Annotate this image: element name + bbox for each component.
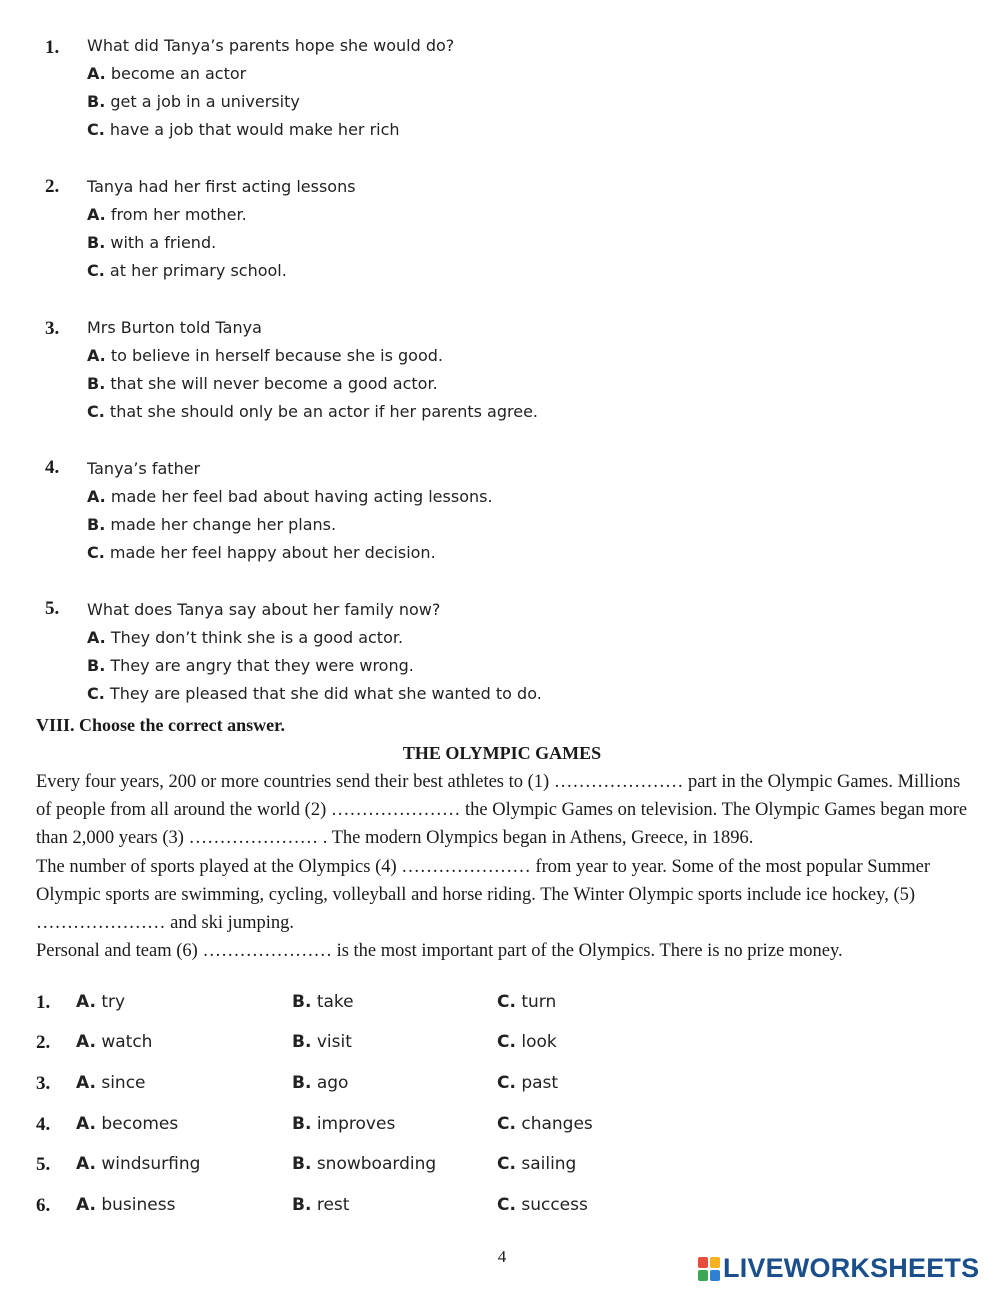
logo-text: LIVEWORKSHEETS: [723, 1253, 980, 1283]
page-number: 4: [497, 1247, 507, 1266]
answer-row-3: [0, 1073, 1000, 1103]
answer-row-4: [0, 1114, 1000, 1144]
option-b[interactable]: [87, 233, 216, 252]
question-text: Mrs Burton told Tanya: [87, 318, 262, 337]
option-text: made her feel happy about her decision.: [109, 543, 436, 562]
option-text: become an actor: [110, 64, 247, 83]
choice-a[interactable]: [76, 1195, 175, 1215]
option-letter: A.: [87, 346, 106, 365]
option-b[interactable]: [87, 515, 336, 534]
option-letter: B.: [87, 656, 106, 675]
answer-row-2: [0, 1032, 1000, 1062]
option-letter: B.: [87, 92, 106, 111]
choice-letter: C.: [497, 1154, 516, 1174]
choice-letter: C.: [497, 1195, 516, 1215]
option-letter: B.: [87, 515, 106, 534]
option-c[interactable]: [87, 543, 436, 562]
choice-letter: A.: [76, 1114, 96, 1134]
liveworksheets-logo[interactable]: [698, 1253, 979, 1284]
choice-text: take: [316, 992, 354, 1012]
option-letter: A.: [87, 487, 106, 506]
option-a[interactable]: [87, 205, 247, 224]
answer-number: 1.: [36, 992, 51, 1013]
option-text: get a job in a university: [110, 92, 300, 111]
choice-b[interactable]: [292, 992, 354, 1012]
option-letter: B.: [87, 374, 106, 393]
choice-letter: C.: [497, 1073, 516, 1093]
answer-row-1: [0, 992, 1000, 1022]
question-text: Tanya had her first acting lessons: [87, 177, 356, 196]
choice-text: turn: [521, 992, 557, 1012]
question-number: 3.: [45, 318, 60, 339]
question-text: What does Tanya say about her family now?: [87, 600, 441, 619]
answer-number: 6.: [36, 1195, 51, 1216]
option-letter: C.: [87, 543, 105, 562]
choice-text: ago: [316, 1073, 349, 1093]
choice-letter: C.: [497, 1114, 516, 1134]
choice-letter: B.: [292, 1073, 312, 1093]
answer-number: 3.: [36, 1073, 51, 1094]
option-letter: C.: [87, 120, 105, 139]
choice-letter: A.: [76, 992, 96, 1012]
choice-letter: C.: [497, 992, 516, 1012]
choice-text: rest: [316, 1195, 350, 1215]
option-c[interactable]: [87, 402, 538, 421]
choice-b[interactable]: [292, 1032, 352, 1052]
option-b[interactable]: [87, 656, 414, 675]
option-letter: C.: [87, 684, 105, 703]
passage-paragraph: Personal and team (6) ………………… is the most important part of the Olympics. There is no prize money.: [36, 941, 843, 962]
option-text: with a friend.: [110, 233, 217, 252]
option-text: They are pleased that she did what she wanted to do.: [109, 684, 542, 703]
option-text: from her mother.: [110, 205, 247, 224]
option-letter: C.: [87, 402, 105, 421]
option-text: made her feel bad about having acting lessons.: [110, 487, 493, 506]
option-letter: A.: [87, 205, 106, 224]
answer-row-5: [0, 1154, 1000, 1184]
choice-letter: B.: [292, 1032, 312, 1052]
choice-letter: A.: [76, 1195, 96, 1215]
option-text: They don’t think she is a good actor.: [110, 628, 404, 647]
choice-text: since: [101, 1073, 146, 1093]
option-letter: B.: [87, 233, 106, 252]
question-text: Tanya’s father: [87, 459, 201, 478]
choice-letter: B.: [292, 1195, 312, 1215]
option-c[interactable]: [87, 261, 287, 280]
choice-text: sailing: [521, 1154, 577, 1174]
choice-text: watch: [101, 1032, 153, 1052]
option-b[interactable]: [87, 92, 300, 111]
choice-b[interactable]: [292, 1195, 349, 1215]
choice-text: visit: [316, 1032, 352, 1052]
choice-b[interactable]: [292, 1154, 436, 1174]
choice-letter: A.: [76, 1032, 96, 1052]
passage-paragraph: The number of sports played at the Olympics (4) ………………… from year to year. Some of the most popular Summer Olympic sports are swimming, cycling, volleyball and horse riding. The Winter Olympic sports include ice hockey, (5) ………………… and ski jumping.: [36, 856, 930, 934]
choice-c[interactable]: [497, 992, 556, 1012]
passage: [36, 768, 976, 965]
logo-tile: [698, 1270, 708, 1281]
choice-text: changes: [521, 1114, 593, 1134]
choice-a[interactable]: [76, 1073, 146, 1093]
option-text: that she should only be an actor if her parents agree.: [109, 402, 539, 421]
section-title: VIII. Choose the correct answer.: [36, 715, 285, 735]
option-a[interactable]: [87, 346, 443, 365]
choice-a[interactable]: [76, 1154, 200, 1174]
question-number: 5.: [45, 598, 60, 619]
option-a[interactable]: [87, 64, 246, 83]
choice-a[interactable]: [76, 992, 125, 1012]
option-c[interactable]: [87, 120, 400, 139]
option-text: have a job that would make her rich: [109, 120, 400, 139]
answer-number: 4.: [36, 1114, 51, 1135]
choice-c[interactable]: [497, 1032, 557, 1052]
choice-a[interactable]: [76, 1032, 152, 1052]
option-c[interactable]: [87, 684, 542, 703]
choice-letter: B.: [292, 1154, 312, 1174]
question-number: 2.: [45, 176, 60, 197]
choice-b[interactable]: [292, 1114, 395, 1134]
logo-tile: [698, 1257, 708, 1268]
option-text: at her primary school.: [109, 261, 287, 280]
question-number: 1.: [45, 37, 60, 58]
choice-c[interactable]: [497, 1114, 593, 1134]
choice-text: try: [101, 992, 126, 1012]
choice-text: past: [521, 1073, 559, 1093]
choice-b[interactable]: [292, 1073, 348, 1093]
choice-letter: B.: [292, 992, 312, 1012]
logo-tile: [710, 1257, 720, 1268]
logo-tile: [710, 1270, 720, 1281]
choice-text: success: [521, 1195, 588, 1215]
option-letter: A.: [87, 628, 106, 647]
choice-c[interactable]: [497, 1154, 576, 1174]
choice-c[interactable]: [497, 1195, 588, 1215]
answer-number: 2.: [36, 1032, 51, 1053]
option-a[interactable]: [87, 628, 403, 647]
answer-number: 5.: [36, 1154, 51, 1175]
choice-c[interactable]: [497, 1073, 558, 1093]
option-a[interactable]: [87, 487, 493, 506]
logo-icon: [698, 1257, 720, 1281]
question-text: What did Tanya’s parents hope she would do?: [87, 36, 455, 55]
choice-letter: A.: [76, 1073, 96, 1093]
option-letter: A.: [87, 64, 106, 83]
answer-row-6: [0, 1195, 1000, 1225]
choice-letter: B.: [292, 1114, 312, 1134]
choice-text: improves: [316, 1114, 396, 1134]
option-text: made her change her plans.: [110, 515, 337, 534]
passage-title: THE OLYMPIC GAMES: [402, 743, 602, 763]
option-b[interactable]: [87, 374, 438, 393]
choice-a[interactable]: [76, 1114, 178, 1134]
passage-paragraph: Every four years, 200 or more countries send their best athletes to (1) ………………… part in the Olympic Games. Millions of people from all around the world (2) ………………… the Olympic Games on television. The Olympic Games began more than 2,000 years (3) ………………… . The modern Olympics began in Athens, Greece, in 1896.: [36, 772, 968, 849]
option-text: They are angry that they were wrong.: [110, 656, 414, 675]
question-number: 4.: [45, 457, 60, 478]
choice-letter: C.: [497, 1032, 516, 1052]
choice-letter: A.: [76, 1154, 96, 1174]
option-text: that she will never become a good actor.: [110, 374, 438, 393]
choice-text: look: [521, 1032, 557, 1052]
choice-text: business: [101, 1195, 176, 1215]
choice-text: snowboarding: [316, 1154, 437, 1174]
choice-text: windsurfing: [101, 1154, 201, 1174]
option-letter: C.: [87, 261, 105, 280]
option-text: to believe in herself because she is good.: [110, 346, 443, 365]
choice-text: becomes: [101, 1114, 179, 1134]
